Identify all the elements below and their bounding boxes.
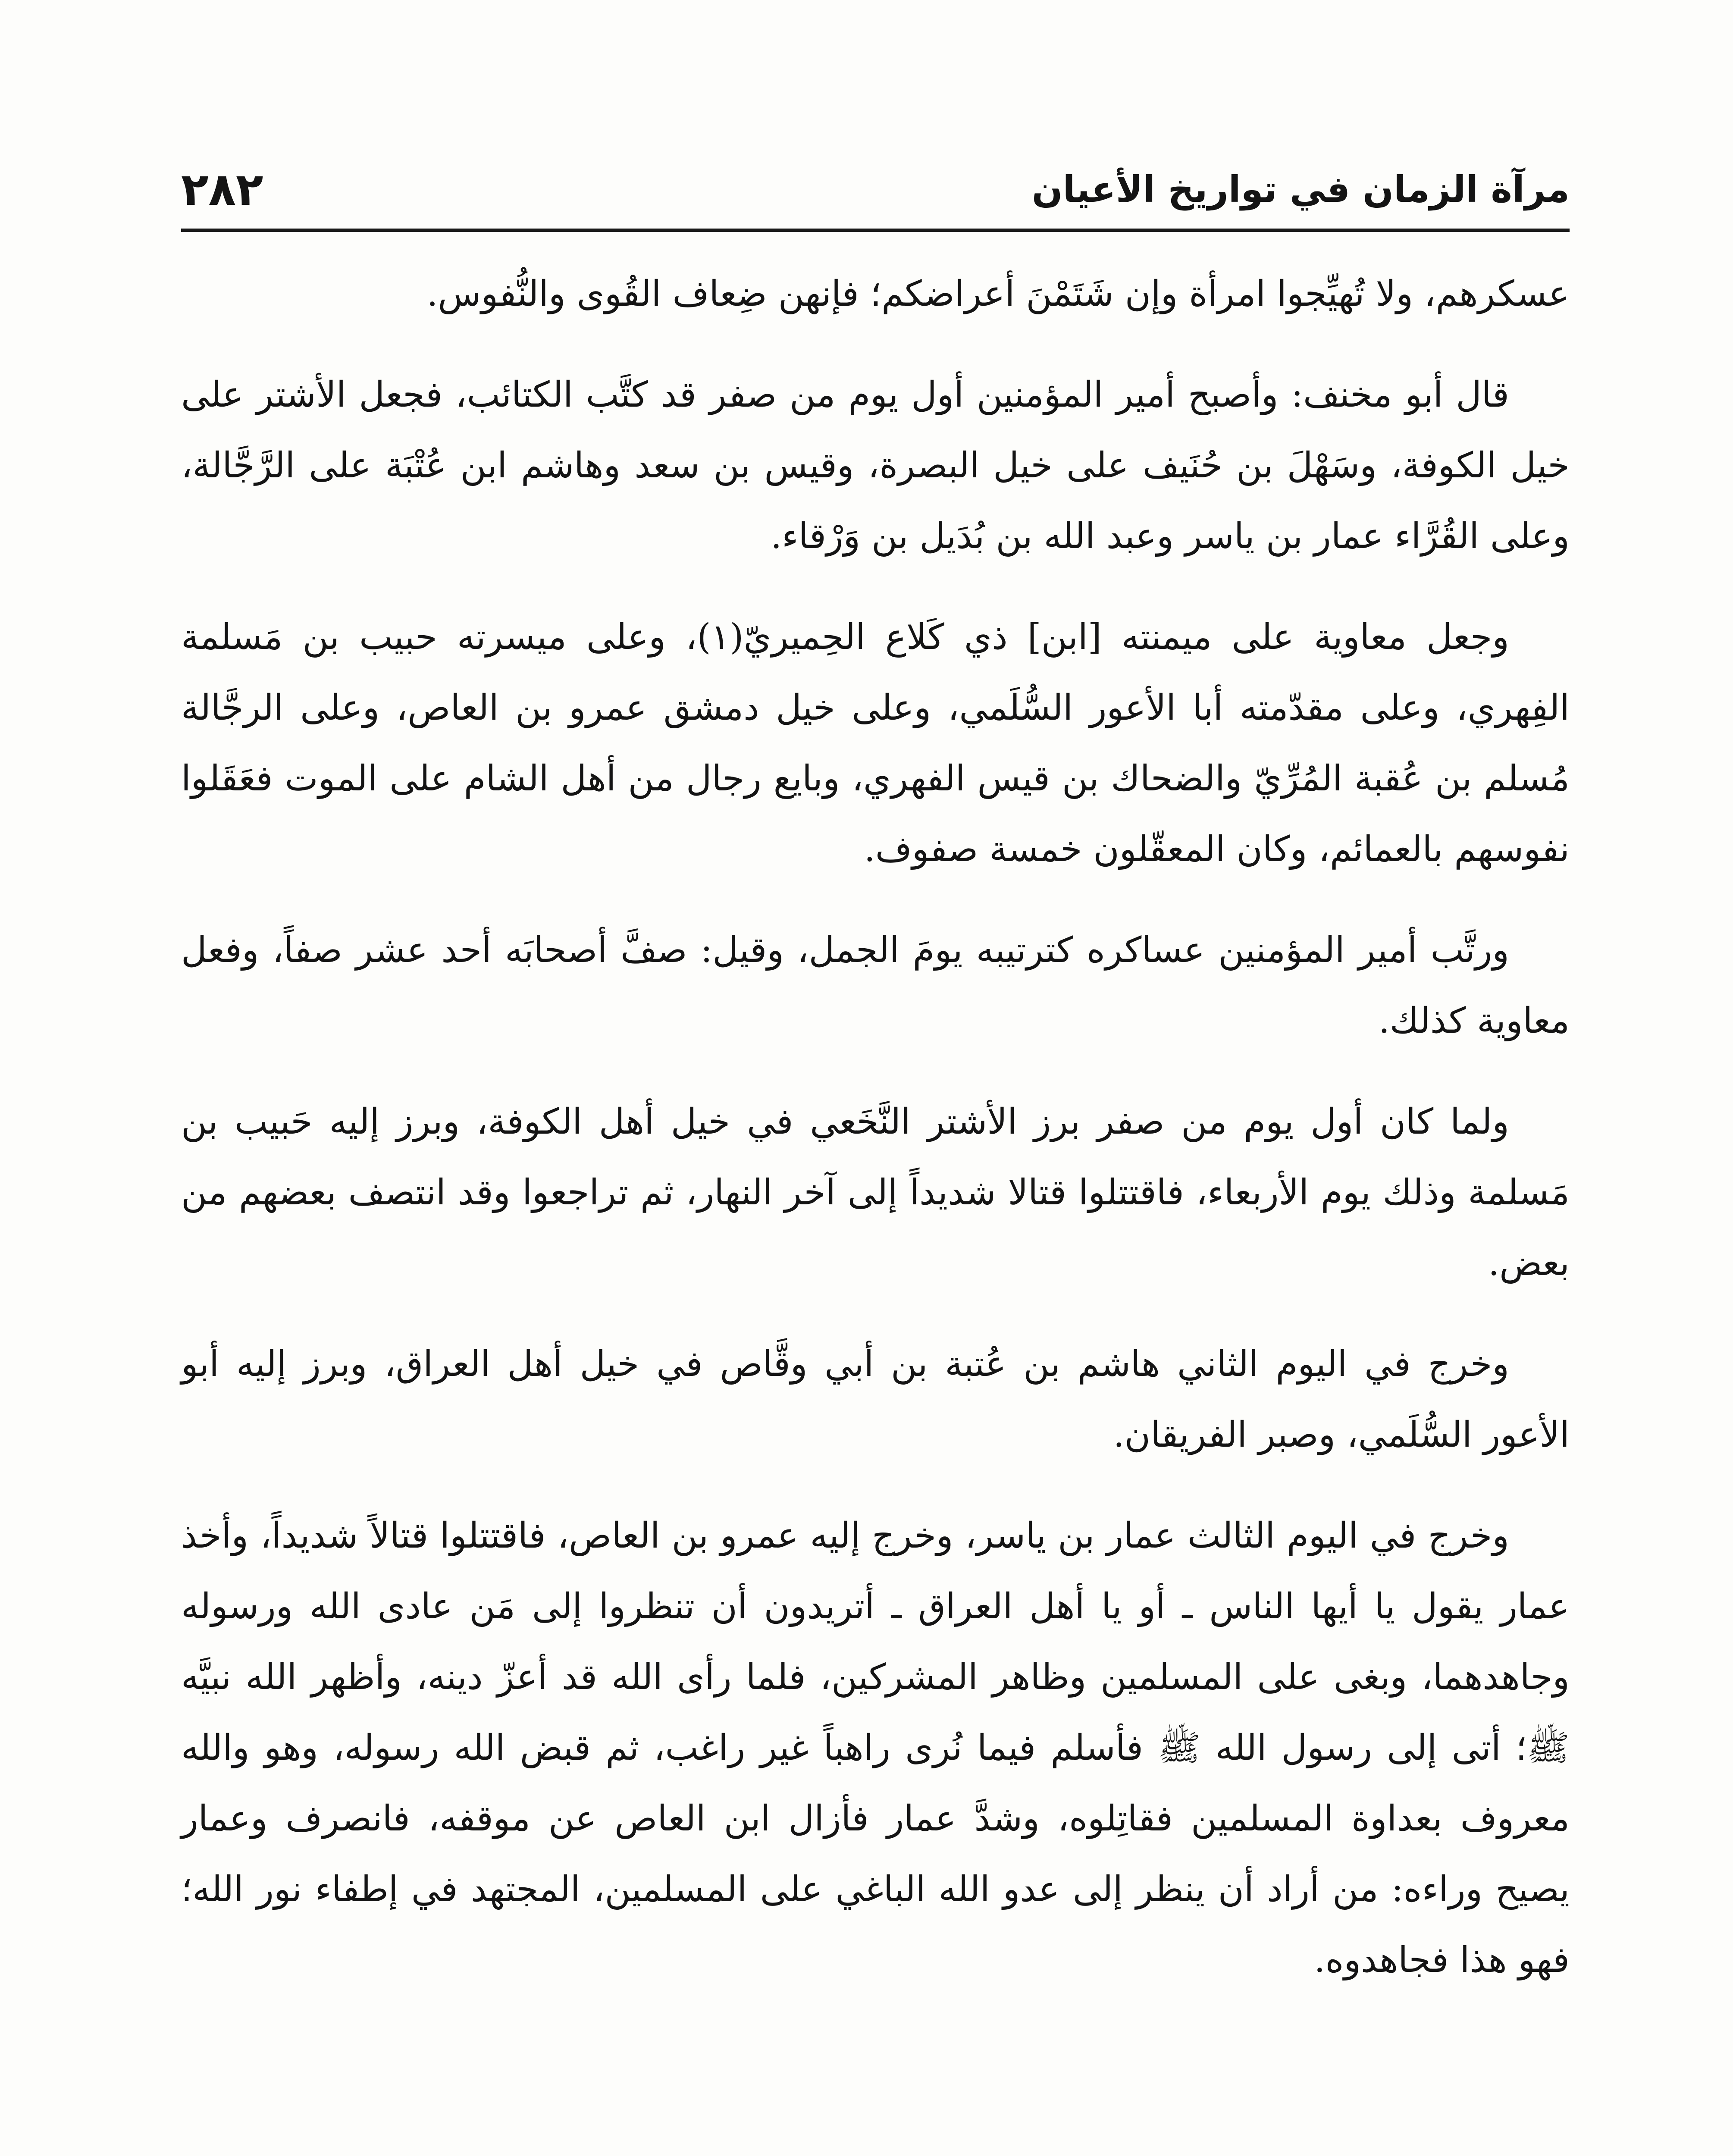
- paragraph: ورتَّب أمير المؤمنين عساكره كترتيبه يومَ الجمل، وقيل: صفَّ أصحابَه أحد عشر صفاً، وفعل معاوية كذلك.: [181, 930, 1570, 1041]
- paragraph: وخرج في اليوم الثالث عمار بن ياسر، وخرج إليه عمرو بن العاص، فاقتتلوا قتالاً شديداً، وأخذ عمار يقول يا أيها الناس ـ أو يا أهل العراق ـ أتريدون أن تنظروا إلى مَن عادى الله ورسوله وجاهدهما، وبغى على المسلمين وظاهر المشركين، فلما رأى الله قد أعزّ دينه، وأظهر الله نبيَّه ﷺ؛ أتى إلى رسول الله ﷺ فأسلم فيما نُرى راهباً غير راغب، ثم قبض الله رسوله، وهو والله معروف بعداوة المسلمين فقاتِلوه، وشدَّ عمار فأزال ابن العاص عن موقفه، فانصرف وعمار يصيح وراءه: من أراد أن ينظر إلى عدو الله الباغي على المسلمين، المجتهد في إطفاء نور الله؛ فهو هذا فجاهدوه.: [181, 1515, 1570, 1981]
- page-number: ٢٨٢: [181, 163, 263, 216]
- paragraph: وجعل معاوية على ميمنته [ابن] ذي كَلاع الحِميريّ(١)، وعلى ميسرته حبيب بن مَسلمة الفِهري، وعلى مقدّمته أبا الأعور السُّلَمي، وعلى خيل دمشق عمرو بن العاص، وعلى الرجَّالة مُسلم بن عُقبة المُرِّيّ والضحاك بن قيس الفهري، وبايع رجال من أهل الشام على الموت فعَقَلوا نفوسهم بالعمائم، وكان المعقّلون خمسة صفوف.: [181, 617, 1570, 870]
- paragraph: عسكرهم، ولا تُهيِّجوا امرأة وإن شَتَمْنَ أعراضكم؛ فإنهن ضِعاف القُوى والنُّفوس.: [426, 273, 1570, 314]
- paragraph: وخرج في اليوم الثاني هاشم بن عُتبة بن أبي وقَّاص في خيل أهل العراق، وبرز إليه أبو الأعور السُّلَمي، وصبر الفريقان.: [181, 1344, 1570, 1455]
- book-title: مرآة الزمان في تواريخ الأعيان: [1031, 168, 1570, 210]
- paragraph: قال أبو مخنف: وأصبح أمير المؤمنين أول يوم من صفر قد كتَّب الكتائب، فجعل الأشتر على خيل الكوفة، وسَهْلَ بن حُنَيف على خيل البصرة، وقيس بن سعد وهاشم ابن عُتْبَة على الرَّجَّالة، وعلى القُرَّاء عمار بن ياسر وعبد الله بن بُدَيل بن وَرْقاء.: [181, 374, 1570, 557]
- page-header: [181, 155, 1570, 232]
- main-text: [181, 259, 1570, 2026]
- paragraph: ولما كان أول يوم من صفر برز الأشتر النَّخَعي في خيل أهل الكوفة، وبرز إليه حَبيب بن مَسلمة وذلك يوم الأربعاء، فاقتتلوا قتالا شديداً إلى آخر النهار، ثم تراجعوا وقد انتصف بعضهم من بعض.: [181, 1101, 1570, 1284]
